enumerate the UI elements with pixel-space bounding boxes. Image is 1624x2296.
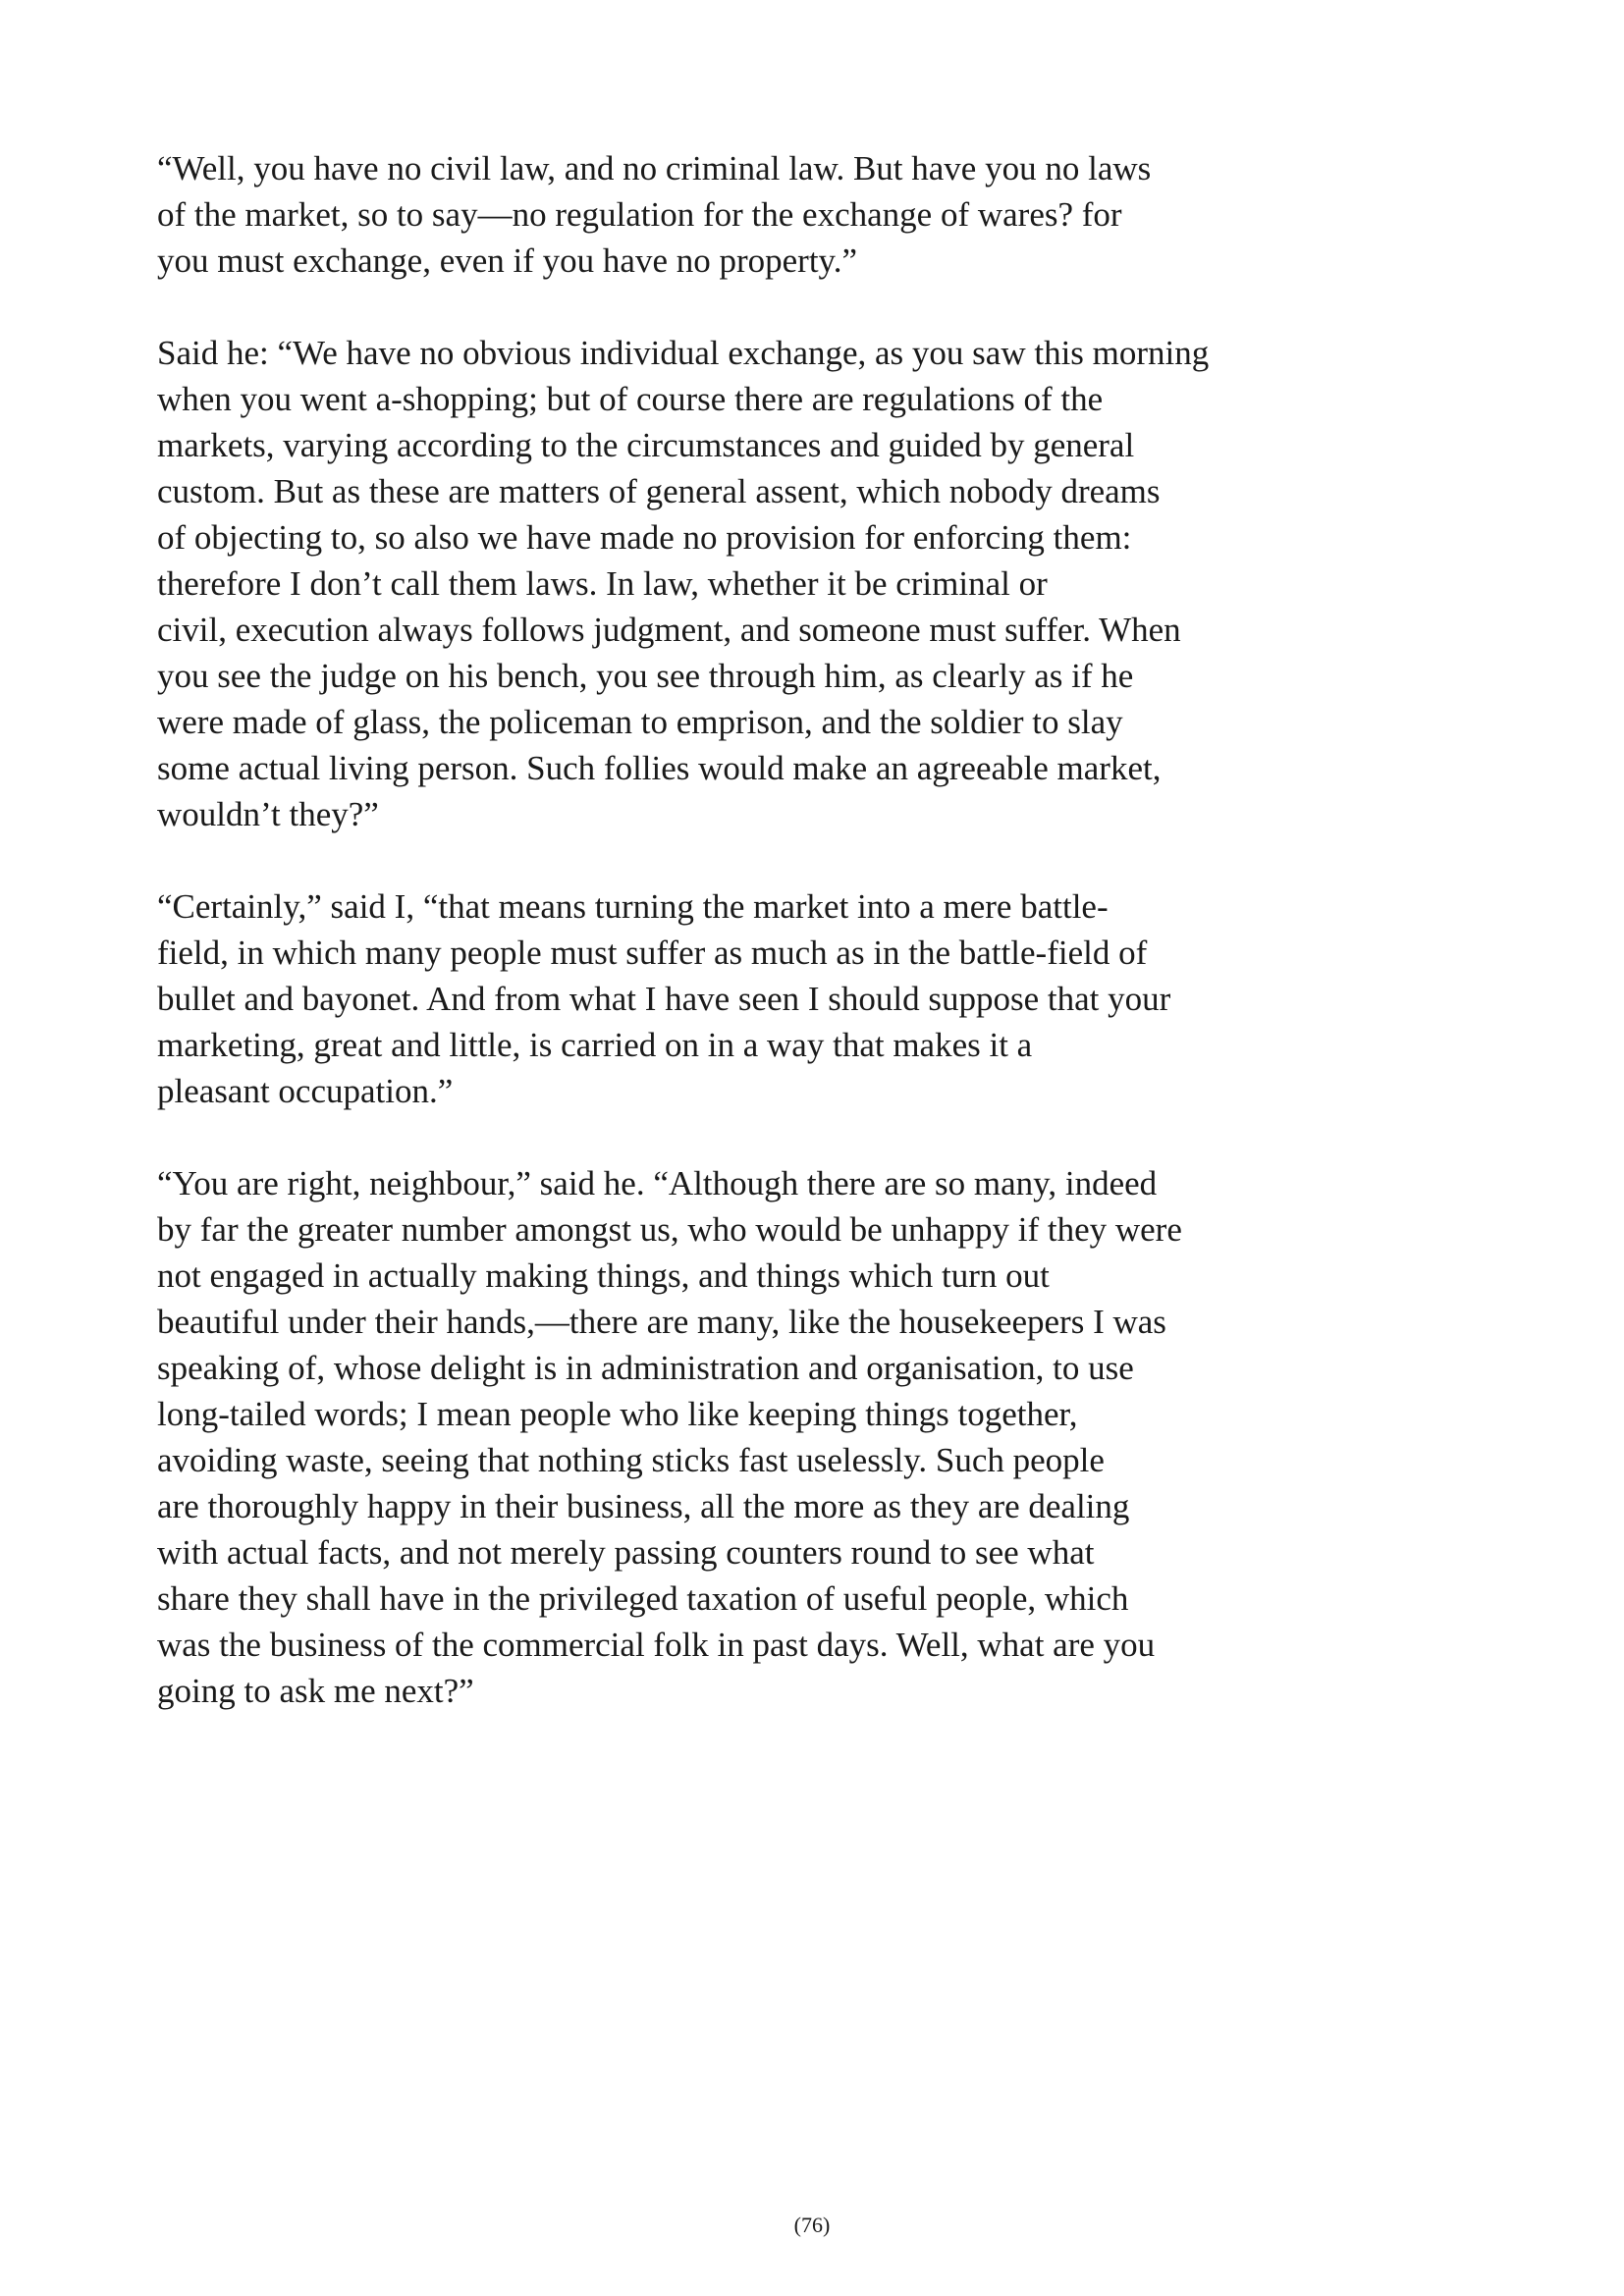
text-line: beautiful under their hands,—there are many, like the housekeepers I was bbox=[157, 1303, 1166, 1341]
text-line: field, in which many people must suffer as much as in the battle-field of bbox=[157, 934, 1148, 972]
text-line: you see the judge on his bench, you see through him, as clearly as if he bbox=[157, 657, 1134, 695]
text-line: going to ask me next?” bbox=[157, 1672, 474, 1710]
text-line: therefore I don’t call them laws. In law, whether it be criminal or bbox=[157, 564, 1048, 603]
text-line: avoiding waste, seeing that nothing sticks fast uselessly. Such people bbox=[157, 1441, 1105, 1479]
paragraph bbox=[157, 883, 1335, 1114]
text-line: you must exchange, even if you have no property.” bbox=[157, 241, 858, 280]
paragraph bbox=[157, 330, 1335, 837]
text-line: was the business of the commercial folk in past days. Well, what are you bbox=[157, 1626, 1156, 1664]
text-line: “Certainly,” said I, “that means turning the market into a mere battle- bbox=[157, 887, 1109, 926]
text-line: share they shall have in the privileged taxation of useful people, which bbox=[157, 1579, 1129, 1618]
text-line: some actual living person. Such follies would make an agreeable market, bbox=[157, 749, 1162, 787]
text-line: “You are right, neighbour,” said he. “Although there are so many, indeed bbox=[157, 1164, 1158, 1202]
text-line: by far the greater number amongst us, who would be unhappy if they were bbox=[157, 1210, 1182, 1249]
text-line: marketing, great and little, is carried on in a way that makes it a bbox=[157, 1026, 1033, 1064]
text-line: with actual facts, and not merely passing counters round to see what bbox=[157, 1533, 1095, 1572]
text-line: of objecting to, so also we have made no provision for enforcing them: bbox=[157, 518, 1132, 557]
text-line: markets, varying according to the circumstances and guided by general bbox=[157, 426, 1135, 464]
paragraph bbox=[157, 1160, 1335, 1714]
body-text bbox=[157, 145, 1335, 1760]
text-line: long-tailed words; I mean people who like keeping things together, bbox=[157, 1395, 1078, 1433]
paragraph bbox=[157, 145, 1335, 284]
text-line: are thoroughly happy in their business, all the more as they are dealing bbox=[157, 1487, 1130, 1525]
text-line: not engaged in actually making things, and things which turn out bbox=[157, 1256, 1050, 1295]
text-line: wouldn’t they?” bbox=[157, 795, 379, 833]
page-number: (76) bbox=[793, 2213, 831, 2237]
text-line: civil, execution always follows judgment, and someone must suffer. When bbox=[157, 611, 1181, 649]
text-line: “Well, you have no civil law, and no criminal law. But have you no laws bbox=[157, 149, 1152, 187]
text-line: bullet and bayonet. And from what I have seen I should suppose that your bbox=[157, 980, 1171, 1018]
text-line: custom. But as these are matters of general assent, which nobody dreams bbox=[157, 472, 1161, 510]
text-line: speaking of, whose delight is in administration and organisation, to use bbox=[157, 1349, 1134, 1387]
text-line: Said he: “We have no obvious individual exchange, as you saw this morning bbox=[157, 334, 1210, 372]
text-line: were made of glass, the policeman to emprison, and the soldier to slay bbox=[157, 703, 1123, 741]
text-line: of the market, so to say—no regulation for the exchange of wares? for bbox=[157, 195, 1122, 234]
text-line: pleasant occupation.” bbox=[157, 1072, 454, 1110]
text-line: when you went a-shopping; but of course there are regulations of the bbox=[157, 380, 1104, 418]
